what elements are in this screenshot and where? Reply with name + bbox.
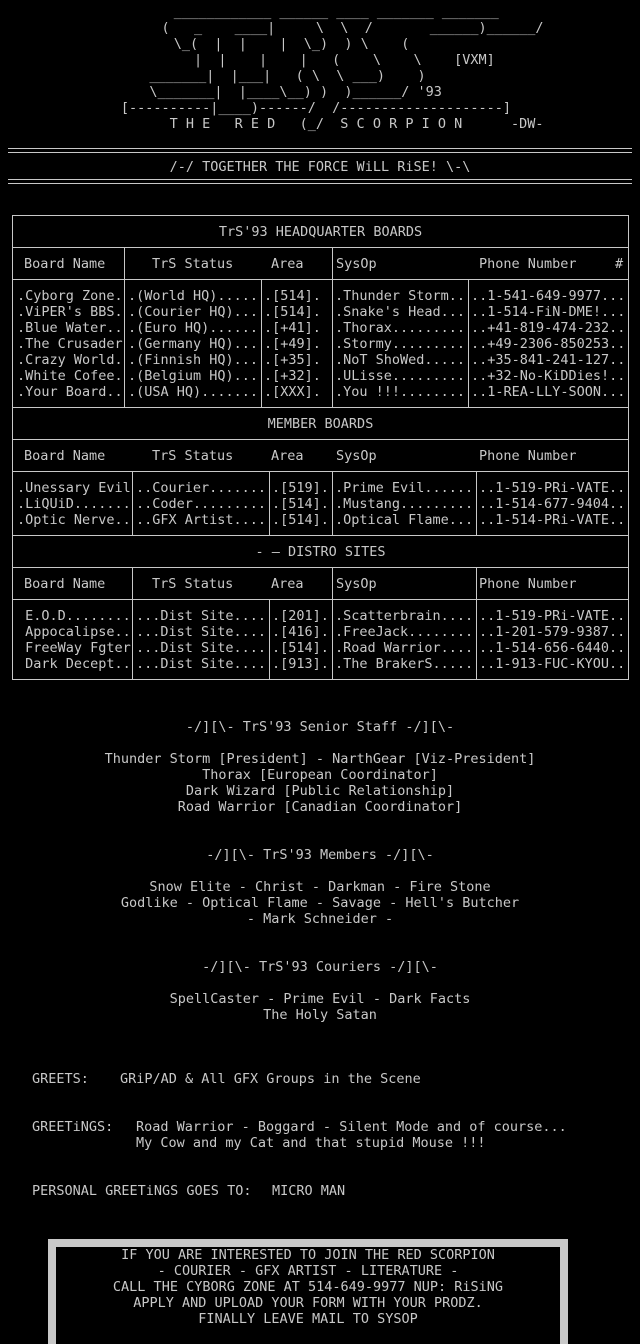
members-line: - Mark Schneider - xyxy=(246,911,394,927)
logo-line: \_( | | | \_) ) \ ( xyxy=(84,36,556,52)
cell-area: .[+49]. xyxy=(264,336,321,352)
cell-area: .[201]. xyxy=(272,608,329,624)
cell-name: Dark Decept.. xyxy=(17,656,131,672)
join-box xyxy=(48,1239,568,1344)
cell-sysop: .Scatterbrain.... xyxy=(335,608,474,624)
logo-line: \_______| |____\__) ) )______/ '93 xyxy=(84,84,556,100)
couriers-line: SpellCaster - Prime Evil - Dark Facts xyxy=(169,991,471,1007)
cell-name: .Unessary Evil xyxy=(17,480,131,496)
cell-area: .[913]. xyxy=(272,656,329,672)
personal-label: PERSONAL GREETiNGS GOES TO: xyxy=(32,1183,252,1199)
cell-status: .(World HQ)..... xyxy=(128,288,259,304)
cell-status: .(Courier HQ)... xyxy=(128,304,259,320)
cell-status: .(Euro HQ)...... xyxy=(128,320,259,336)
member-title: MEMBER BOARDS xyxy=(267,416,374,432)
cell-name: .Optic Nerve.. xyxy=(17,512,131,528)
join-line: FINALLY LEAVE MAIL TO SYSOP xyxy=(198,1311,418,1327)
cell-phone: ..1-514-656-6440.. xyxy=(479,640,626,656)
col-header-status: TrS Status xyxy=(152,256,234,272)
col-header-name: Board Name xyxy=(24,448,106,464)
join-line: - COURIER - GFX ARTIST - LITERATURE - xyxy=(157,1263,459,1279)
cell-status: ...Dist Site.... xyxy=(136,624,267,640)
cell-status: .(USA HQ)....... xyxy=(128,384,259,400)
col-header-phone: Phone Number xyxy=(479,448,577,464)
cell-phone: ..1-514-PRi-VATE.. xyxy=(479,512,626,528)
cell-name: .Your Board.. xyxy=(17,384,123,400)
cell-area: .[416]. xyxy=(272,624,329,640)
cell-status: ...Dist Site.... xyxy=(136,640,267,656)
cell-phone: ..+41-819-474-232.. xyxy=(471,320,626,336)
cell-area: .[514]. xyxy=(272,640,329,656)
join-line: IF YOU ARE INTERESTED TO JOIN THE RED SCORPION xyxy=(121,1247,495,1263)
greetings-line: My Cow and my Cat and that stupid Mouse !!! xyxy=(136,1135,486,1151)
senior-line: Dark Wizard [Public Relationship] xyxy=(185,783,455,799)
senior-line: Thunder Storm [President] - NarthGear [Viz-President] xyxy=(104,751,536,767)
cell-name: FreeWay Fgter xyxy=(17,640,131,656)
col-divider xyxy=(468,279,469,407)
greets-label: GREETS: xyxy=(32,1071,89,1087)
cell-name: Appocalipse.. xyxy=(17,624,131,640)
logo-line: [----------|____)------/ /--------------------] xyxy=(80,100,560,116)
col-header-area: Area xyxy=(271,448,304,464)
separator xyxy=(13,599,628,600)
divider-bottom xyxy=(8,179,632,184)
join-box-inner xyxy=(56,1247,560,1344)
col-header-status: TrS Status xyxy=(152,576,234,592)
cell-phone: ..1-519-PRi-VATE.. xyxy=(479,480,626,496)
col-header-sysop: SysOp xyxy=(336,448,377,464)
couriers-title: -/][\- TrS'93 Couriers -/][\- xyxy=(202,959,438,975)
cell-area: .[+32]. xyxy=(264,368,321,384)
members-line: Snow Elite - Christ - Darkman - Fire Stone xyxy=(149,879,491,895)
join-line: CALL THE CYBORG ZONE AT 514-649-9977 NUP: RiSiNG xyxy=(112,1279,504,1295)
separator xyxy=(13,535,628,536)
cell-status: ...Dist Site.... xyxy=(136,656,267,672)
greetings-line: Road Warrior - Boggard - Silent Mode and of course... xyxy=(136,1119,567,1135)
cell-phone: ..+35-841-241-127.. xyxy=(471,352,626,368)
senior-title: -/][\- TrS'93 Senior Staff -/][\- xyxy=(185,719,455,735)
cell-phone: ..1-514-677-9404.. xyxy=(479,496,626,512)
col-header-phone: Phone Number xyxy=(479,256,577,272)
logo-line: | | | | ( \ \ [VXM] xyxy=(80,52,560,68)
cell-area: .[519]. xyxy=(272,480,329,496)
cell-name: .Blue Water.. xyxy=(17,320,123,336)
cell-status: .(Belgium HQ)... xyxy=(128,368,259,384)
cell-phone: ..1-REA-LLY-SOON... xyxy=(471,384,626,400)
cell-area: .[514]. xyxy=(264,288,321,304)
logo-line: T H E R E D (_/ S C O R P I O N -DW- xyxy=(80,116,560,132)
cell-phone: ..+32-No-KiDDies!.. xyxy=(471,368,626,384)
cell-status: .(Finnish HQ)... xyxy=(128,352,259,368)
cell-area: .[514]. xyxy=(264,304,321,320)
separator xyxy=(13,247,628,248)
cell-status: ..GFX Artist.... xyxy=(136,512,267,528)
couriers-line: The Holy Satan xyxy=(263,1007,377,1023)
col-divider xyxy=(269,599,270,680)
separator xyxy=(13,471,628,472)
cell-phone: ..+49-2306-850253.. xyxy=(471,336,626,352)
cell-status: ...Dist Site.... xyxy=(136,608,267,624)
logo-line: _______| |___| ( \ \ ___) ) xyxy=(84,68,556,84)
logo-line: ____________ ______ ____ _______ _______ xyxy=(84,4,556,20)
greets-text: GRiP/AD & All GFX Groups in the Scene xyxy=(120,1071,421,1087)
col-divider xyxy=(476,567,477,680)
logo-line: ( _ ____| \ \ / ______)______/ xyxy=(80,20,560,36)
col-header-name: Board Name xyxy=(24,256,106,272)
cell-sysop: .FreeJack........ xyxy=(335,624,474,640)
senior-line: Road Warrior [Canadian Coordinator] xyxy=(177,799,463,815)
col-divider xyxy=(132,567,133,680)
col-header-area: Area xyxy=(271,256,304,272)
cell-name: .ViPER's BBS. xyxy=(17,304,123,320)
cell-status: ..Coder......... xyxy=(136,496,267,512)
cell-phone: ..1-541-649-9977... xyxy=(471,288,626,304)
cell-sysop: .Thorax......... xyxy=(335,320,466,336)
col-header-name: Board Name xyxy=(24,576,106,592)
cell-sysop: .You !!!........ xyxy=(335,384,466,400)
cell-phone: ..1-913-FUC-KYOU.. xyxy=(479,656,626,672)
cell-sysop: .Prime Evil...... xyxy=(335,480,474,496)
col-header-area: Area xyxy=(271,576,304,592)
cell-area: .[514]. xyxy=(272,496,329,512)
cell-sysop: .ULisse......... xyxy=(335,368,466,384)
col-divider xyxy=(132,471,133,535)
cell-sysop: .Mustang......... xyxy=(335,496,474,512)
col-header-sysop: SysOp xyxy=(336,576,377,592)
separator xyxy=(13,439,628,440)
distro-title: - — DISTRO SITES xyxy=(255,544,386,560)
cell-sysop: .Thunder Storm.. xyxy=(335,288,466,304)
col-divider xyxy=(261,279,262,407)
cell-phone: ..1-514-FiN-DME!... xyxy=(471,304,626,320)
cell-sysop: .Stormy......... xyxy=(335,336,466,352)
senior-line: Thorax [European Coordinator] xyxy=(202,767,438,783)
join-line: APPLY AND UPLOAD YOUR FORM WITH YOUR PRODZ. xyxy=(133,1295,483,1311)
separator xyxy=(13,407,628,408)
members-title: -/][\- TrS'93 Members -/][\- xyxy=(206,847,434,863)
divider-top xyxy=(8,148,632,153)
cell-name: E.O.D........ xyxy=(17,608,131,624)
cell-sysop: .Snake's Head... xyxy=(335,304,466,320)
personal-name: MICRO MAN xyxy=(272,1183,346,1199)
col-divider xyxy=(476,471,477,535)
col-divider xyxy=(332,567,333,680)
cell-sysop: .Optical Flame... xyxy=(335,512,474,528)
cell-status: .(Germany HQ)... xyxy=(128,336,259,352)
cell-sysop: .Road Warrior.... xyxy=(335,640,474,656)
separator xyxy=(13,567,628,568)
ascii-logo xyxy=(0,4,640,132)
cell-name: .LiQUiD....... xyxy=(17,496,131,512)
cell-area: .[514]. xyxy=(272,512,329,528)
col-header-status: TrS Status xyxy=(152,448,234,464)
cell-sysop: .NoT ShoWed..... xyxy=(335,352,466,368)
greetings-label: GREETiNGS: xyxy=(32,1119,114,1135)
cell-name: .White Cofee. xyxy=(17,368,123,384)
slogan: /-/ TOGETHER THE FORCE WiLL RiSE! \-\ xyxy=(169,159,471,175)
col-header-sysop: SysOp xyxy=(336,256,377,272)
col-divider xyxy=(124,247,125,407)
cell-phone: ..1-519-PRi-VATE.. xyxy=(479,608,626,624)
cell-sysop: .The BrakerS..... xyxy=(335,656,474,672)
separator xyxy=(13,279,628,280)
hq-title: TrS'93 HEADQUARTER BOARDS xyxy=(218,224,423,240)
cell-area: .[+41]. xyxy=(264,320,321,336)
cell-phone: ..1-201-579-9387.. xyxy=(479,624,626,640)
cell-name: .Cyborg Zone. xyxy=(17,288,123,304)
cell-name: .The Crusader xyxy=(17,336,123,352)
col-divider xyxy=(332,247,333,407)
cell-status: ..Courier....... xyxy=(136,480,267,496)
cell-area: .[+35]. xyxy=(264,352,321,368)
col-header-number: # xyxy=(615,256,624,272)
boards-table xyxy=(12,215,629,680)
col-divider xyxy=(332,471,333,535)
cell-name: .Crazy World. xyxy=(17,352,123,368)
col-divider xyxy=(269,471,270,535)
cell-area: .[XXX]. xyxy=(264,384,321,400)
members-line: Godlike - Optical Flame - Savage - Hell's Butcher xyxy=(120,895,520,911)
join-text xyxy=(56,1247,560,1327)
col-header-phone: Phone Number xyxy=(479,576,577,592)
